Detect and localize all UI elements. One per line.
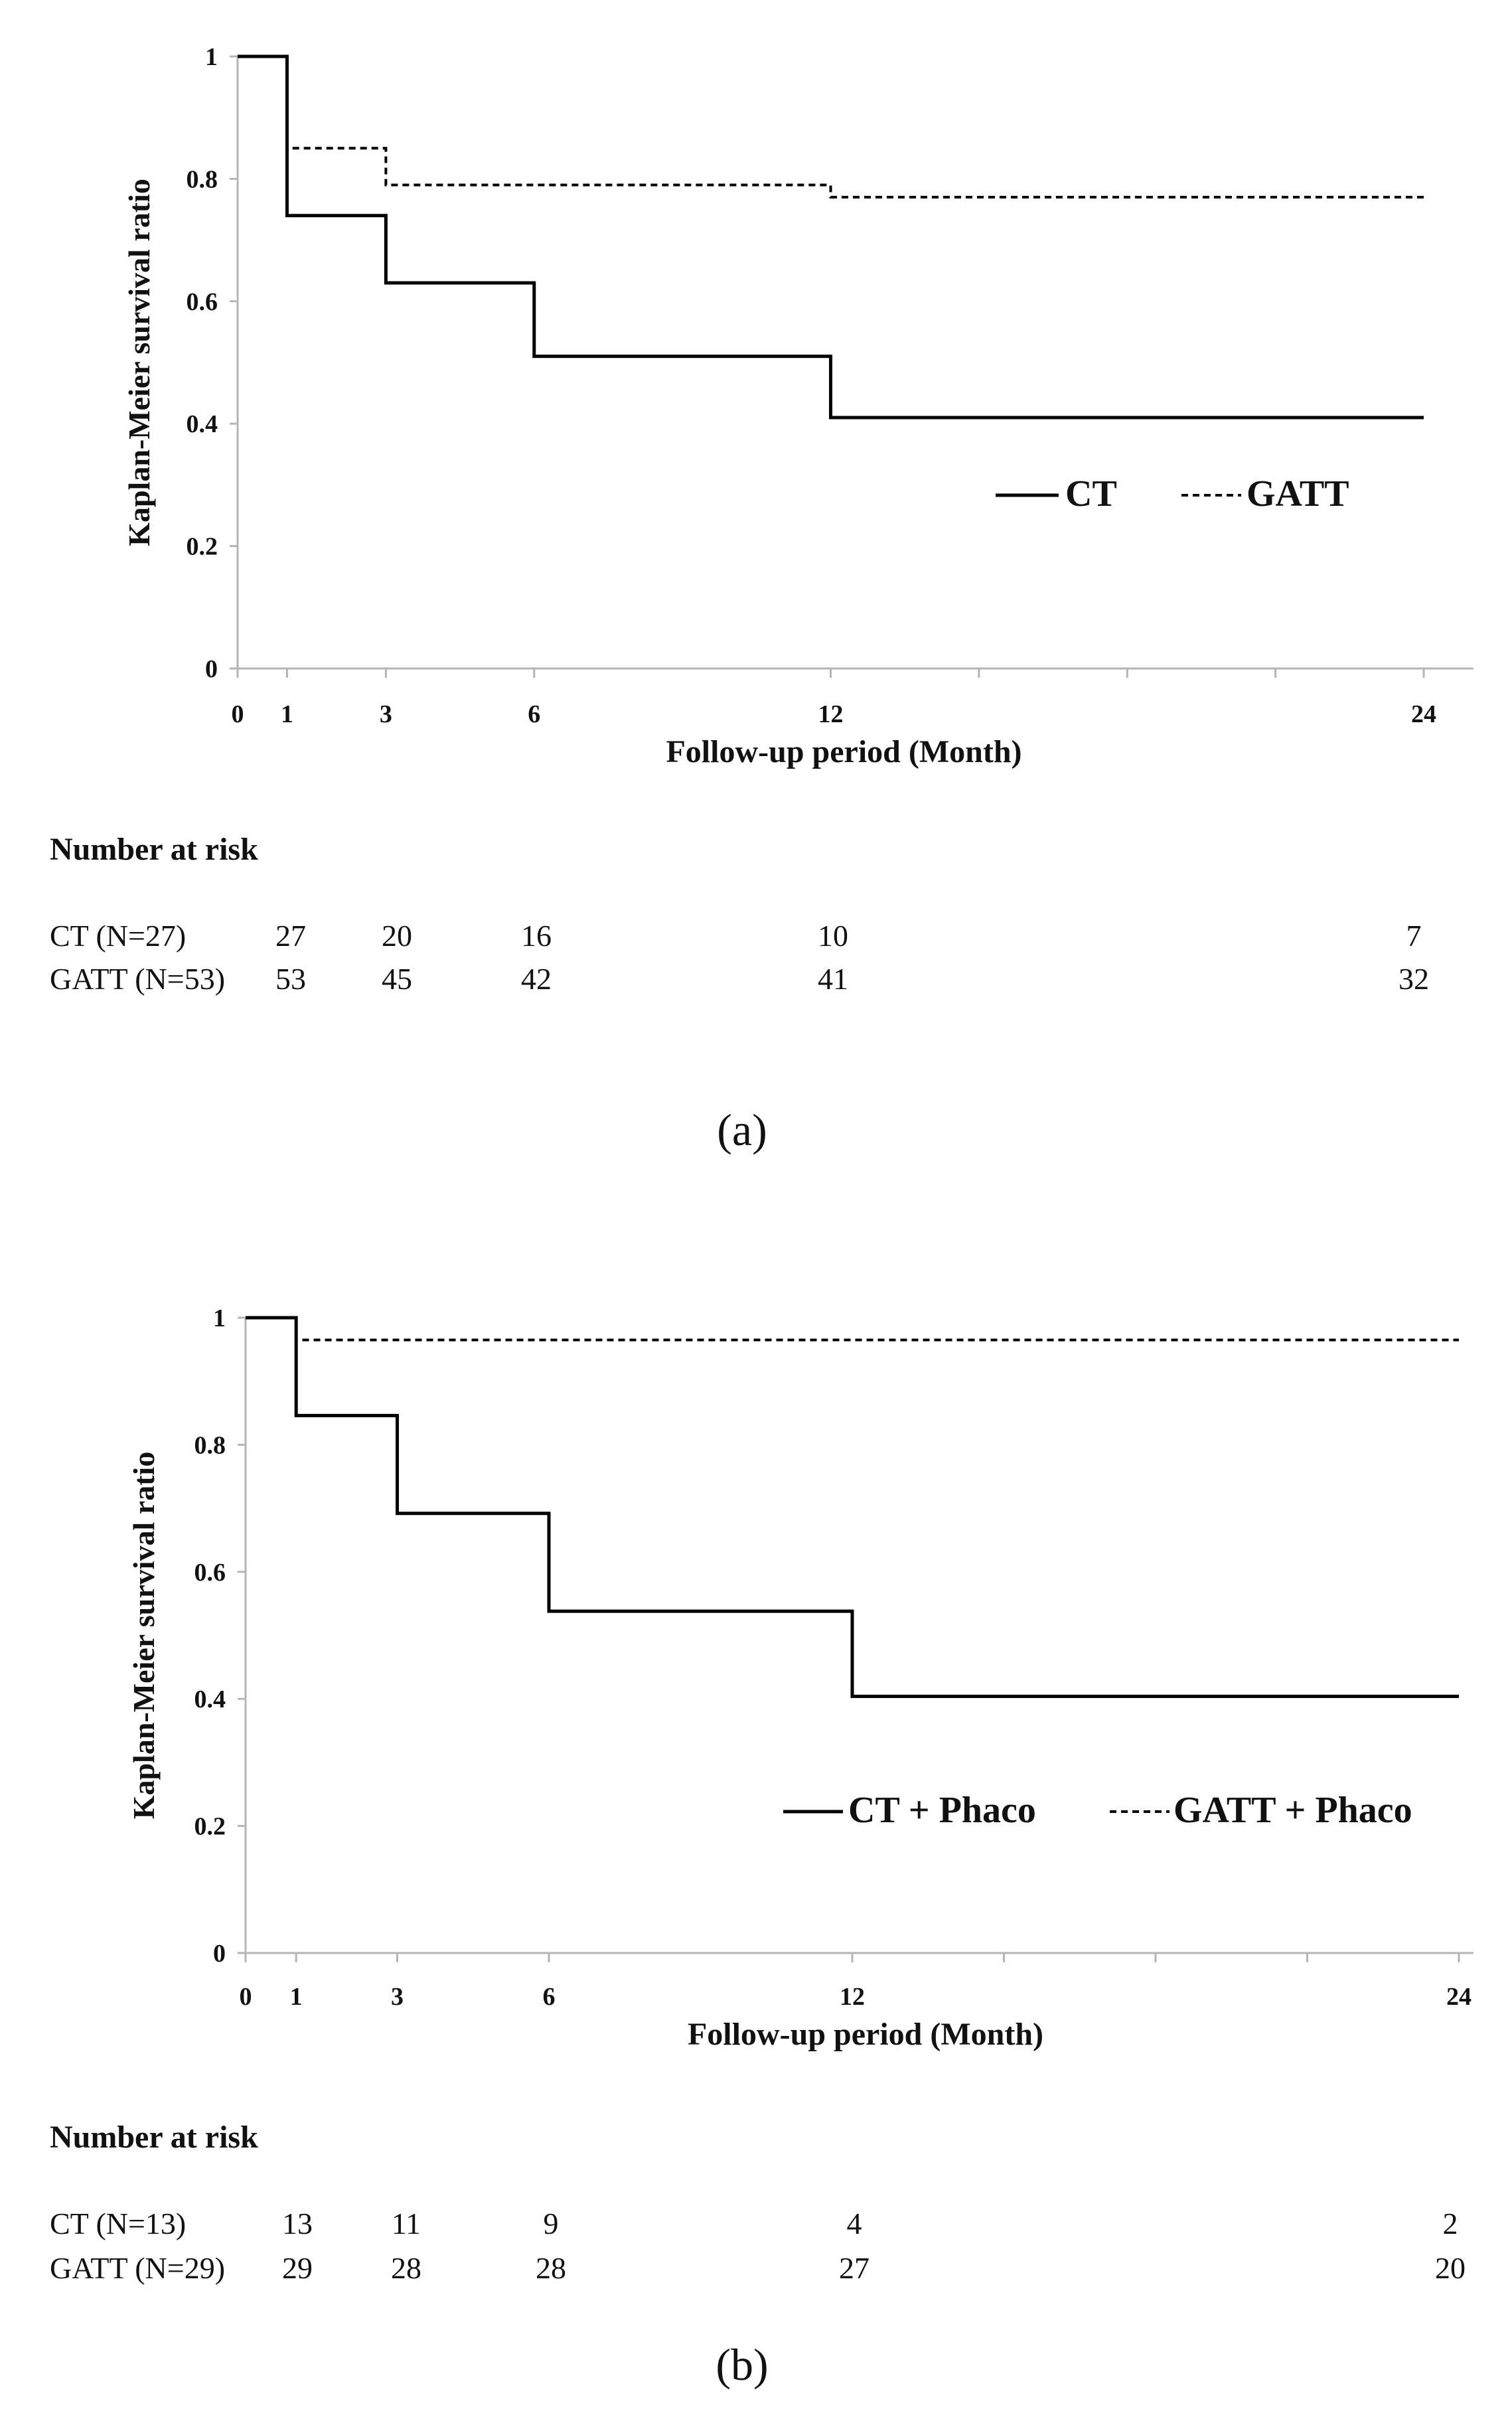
risk-value: 41	[818, 962, 848, 996]
risk-value: 42	[521, 962, 552, 996]
y-tick-label: 0.6	[194, 1558, 226, 1587]
series-line-gatt-phaco	[246, 1318, 1459, 1340]
y-tick-label: 0.4	[194, 1685, 226, 1714]
y-axis-title: Kaplan-Meier survival ratio	[122, 179, 156, 546]
x-tick-label: 1	[289, 1983, 303, 2011]
y-axis-title: Kaplan-Meier survival ratio	[127, 1451, 161, 1820]
risk-table-title: Number at risk	[50, 832, 258, 867]
series-line-ct-phaco	[246, 1318, 1459, 1696]
risk-row-label: GATT (N=53)	[50, 962, 226, 996]
x-tick-label: 0	[239, 1983, 252, 2011]
risk-value: 53	[275, 962, 306, 996]
legend-label: GATT	[1247, 473, 1349, 514]
chart-panel-b	[50, 1304, 1474, 2390]
y-tick-label: 0.8	[186, 165, 218, 194]
x-tick-label: 3	[391, 1983, 404, 2011]
risk-value: 9	[543, 2207, 559, 2240]
y-tick-label: 0	[213, 1940, 226, 1968]
x-tick-label: 6	[528, 700, 541, 728]
risk-value: 28	[391, 2251, 421, 2285]
y-tick-label: 0	[205, 655, 218, 683]
risk-value: 4	[846, 2207, 862, 2240]
risk-value: 11	[391, 2207, 421, 2240]
risk-value: 13	[282, 2207, 313, 2240]
risk-value: 27	[275, 919, 306, 953]
x-tick-label: 24	[1411, 700, 1436, 728]
panel-label: (a)	[717, 1105, 767, 1155]
risk-value: 7	[1406, 919, 1422, 953]
risk-value: 45	[382, 962, 412, 996]
y-tick-label: 0.8	[194, 1431, 226, 1460]
risk-value: 20	[1435, 2251, 1466, 2285]
x-tick-label: 3	[379, 700, 392, 728]
y-tick-label: 1	[205, 43, 218, 71]
x-tick-label: 6	[542, 1983, 556, 2011]
risk-value: 29	[282, 2251, 313, 2285]
risk-value: 2	[1442, 2207, 1458, 2240]
risk-value: 28	[536, 2251, 566, 2285]
risk-value: 20	[382, 919, 412, 953]
y-tick-label: 0.6	[186, 287, 218, 316]
risk-row-label: GATT (N=29)	[50, 2251, 226, 2285]
y-tick-label: 1	[213, 1304, 226, 1332]
legend-label: GATT + Phaco	[1173, 1790, 1412, 1831]
x-tick-label: 12	[818, 700, 844, 728]
legend-label: CT + Phaco	[848, 1790, 1036, 1831]
y-tick-label: 0.4	[186, 410, 218, 439]
risk-table-title: Number at risk	[50, 2120, 258, 2155]
chart-panel-a	[50, 43, 1474, 1155]
series-line-ct	[238, 56, 1424, 418]
risk-value: 10	[818, 919, 848, 953]
risk-value: 16	[521, 919, 552, 953]
x-tick-label: 0	[231, 700, 244, 728]
risk-row-label: CT (N=27)	[50, 919, 187, 953]
risk-row-label: CT (N=13)	[50, 2207, 187, 2240]
x-tick-label: 24	[1446, 1983, 1472, 2011]
x-axis-title: Follow-up period (Month)	[687, 2017, 1044, 2052]
x-axis-title: Follow-up period (Month)	[666, 734, 1022, 769]
y-tick-label: 0.2	[194, 1812, 226, 1841]
x-tick-label: 1	[280, 700, 293, 728]
risk-value: 27	[839, 2251, 869, 2285]
series-line-gatt	[238, 56, 1424, 197]
y-tick-label: 0.2	[186, 532, 218, 561]
panel-label: (b)	[716, 2339, 769, 2390]
risk-value: 32	[1399, 962, 1429, 996]
x-tick-label: 12	[840, 1983, 865, 2011]
legend-label: CT	[1065, 473, 1117, 514]
